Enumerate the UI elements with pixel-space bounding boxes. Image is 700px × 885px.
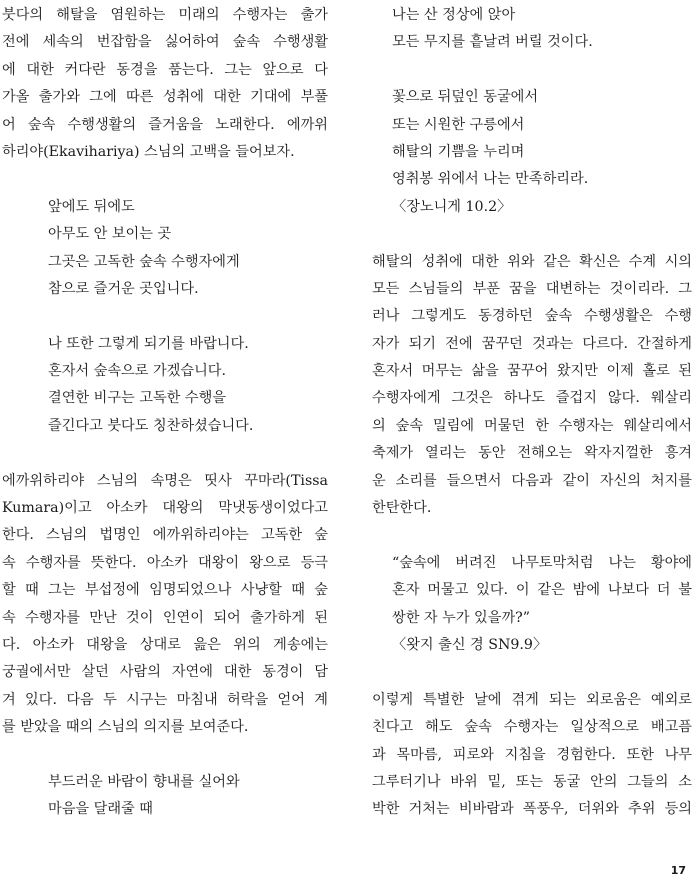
text-line: 속 수행자를 뜻한다. 아소카 대왕이 왕으로 등극 xyxy=(2,554,328,571)
text-line: 박한 거처는 비바람과 폭풍우, 더위와 추위 등의 xyxy=(372,801,692,818)
verse-line: 나는 산 정상에 앉아 xyxy=(392,7,516,23)
verse-line: 해탈의 기쁨을 누리며 xyxy=(392,143,525,160)
text-line: 그루터기나 바위 밑, 또는 동굴 안의 그들의 소 xyxy=(372,773,692,790)
page-number: 17 xyxy=(670,864,686,877)
verse-block xyxy=(2,769,328,824)
text-line: 해탈의 성취에 대한 위와 같은 확신은 수계 시의 xyxy=(372,253,692,270)
text-line: 에 대한 커다란 동경을 품는다. 그는 앞으로 다 xyxy=(2,61,328,78)
text-line: Kumara)이고 아소카 대왕의 막냇동생이었다고 xyxy=(2,500,328,517)
verse-block xyxy=(2,331,328,441)
text-line: 축제가 열리는 동안 전해오는 왁자지껄한 흥겨 xyxy=(372,445,692,462)
spacer xyxy=(2,440,328,467)
verse-line: 모든 무지를 흩날려 버릴 것이다. xyxy=(392,34,593,51)
spacer xyxy=(372,659,692,686)
text-line: 할 때 그는 부섭정에 임명되었으나 사냥할 때 숲 xyxy=(2,582,328,599)
text-line: 운 소리를 들으면서 다음과 같이 자신의 처지를 xyxy=(372,472,692,489)
text-line: 전에 세속의 번잡함을 싫어하여 숲속 수행생활 xyxy=(2,34,328,51)
quote-line: “숲속에 버려진 나무토막처럼 나는 황야에 xyxy=(392,554,692,571)
verse-line: 나 또한 그렇게 되기를 바랍니다. xyxy=(48,335,249,352)
citation: 〈왓지 출신 경 SN9.9〉 xyxy=(392,636,548,653)
verse-line: 결연한 비구는 고독한 수행을 xyxy=(48,390,226,407)
text-line: 겨 있다. 다음 두 시구는 마침내 허락을 얻어 계 xyxy=(2,691,328,708)
paragraph-body xyxy=(2,468,328,742)
paragraph-body xyxy=(372,687,692,824)
text-line: 과 목마름, 피로와 지침을 경험한다. 또한 나무 xyxy=(372,746,692,763)
text-line: 의 숲속 밀림에 머물던 한 수행자는 웨살리에서 xyxy=(372,417,692,434)
text-line: 한다. 스님의 법명인 에까위하리야는 고독한 숲 xyxy=(2,527,328,544)
text-line: 를 받았을 때의 스님의 의지를 보여준다. xyxy=(2,719,249,736)
spacer xyxy=(372,57,692,84)
verse-block xyxy=(372,84,692,221)
text-line: 붓다의 해탈을 염원하는 미래의 수행자는 출가 xyxy=(2,7,328,23)
verse-block xyxy=(2,194,328,304)
text-line: 자가 되기 전에 꿈꾸던 것과는 다르다. 간절하게 xyxy=(372,335,692,352)
quote-block xyxy=(372,550,692,660)
citation: 〈장노니게 10.2〉 xyxy=(392,198,512,215)
quote-line: 혼자 머물고 있다. 이 같은 밤에 나보다 더 불 xyxy=(392,582,692,599)
text-line: 다. 아소카 대왕을 상대로 읊은 위의 게송에는 xyxy=(2,636,328,653)
text-line: 이렇게 특별한 날에 겪게 되는 외로움은 예외로 xyxy=(372,691,692,708)
verse-line: 앞에도 뒤에도 xyxy=(48,198,135,215)
verse-line: 또는 시원한 구릉에서 xyxy=(392,116,525,133)
verse-line: 즐긴다고 붓다도 칭찬하셨습니다. xyxy=(48,417,254,434)
verse-block xyxy=(372,2,692,57)
left-column xyxy=(2,2,328,824)
verse-line: 그곳은 고독한 숲속 수행자에게 xyxy=(48,253,240,270)
text-line: 에까위하리야 스님의 속명은 띳사 꾸마라(Tissa xyxy=(2,472,328,489)
right-column xyxy=(372,2,692,824)
text-line: 어 숲속 수행생활의 즐거움을 노래한다. 에까위 xyxy=(2,116,328,133)
text-line: 러나 그렇게도 동경하던 숲속 수행생활은 수행 xyxy=(372,308,692,325)
text-line: 하리야(Ekavihariya) 스님의 고백을 들어보자. xyxy=(2,143,295,160)
verse-line: 아무도 안 보이는 곳 xyxy=(48,226,172,243)
quote-line: 쌍한 자 누가 있을까?” xyxy=(392,609,531,626)
text-line: 한탄한다. xyxy=(372,500,432,517)
text-line: 궁궐에서만 살던 사람의 자연에 대한 동경이 담 xyxy=(2,664,328,681)
paragraph-body xyxy=(372,249,692,523)
text-line: 수행자에게 그것은 하나도 즐겁지 않다. 웨살리 xyxy=(372,390,692,407)
paragraph-intro xyxy=(2,2,328,166)
spacer xyxy=(2,166,328,193)
text-line: 가올 출가와 그에 따른 성취에 대한 기대에 부풀 xyxy=(2,89,328,106)
text-line: 친다고 해도 숲속 수행자는 일상적으로 배고픔 xyxy=(372,719,692,736)
verse-line: 참으로 즐거운 곳입니다. xyxy=(48,280,199,297)
spacer xyxy=(372,522,692,549)
verse-line: 부드러운 바람이 향내를 실어와 xyxy=(48,773,240,790)
verse-line: 혼자서 숲속으로 가겠습니다. xyxy=(48,363,226,380)
text-line: 혼자서 머무는 삶을 꿈꾸어 왔지만 이제 홀로 된 xyxy=(372,363,692,380)
spacer xyxy=(372,221,692,248)
spacer xyxy=(2,303,328,330)
verse-line: 꽃으로 뒤덮인 동굴에서 xyxy=(392,89,539,106)
verse-line: 영취봉 위에서 나는 만족하리라. xyxy=(392,171,589,188)
spacer xyxy=(2,742,328,769)
text-line: 모든 스님들의 부푼 꿈을 대변하는 것이리라. 그 xyxy=(372,280,692,297)
verse-line: 마음을 달래줄 때 xyxy=(48,801,153,818)
text-line: 속 수행자를 만난 것이 인연이 되어 출가하게 된 xyxy=(2,609,328,626)
